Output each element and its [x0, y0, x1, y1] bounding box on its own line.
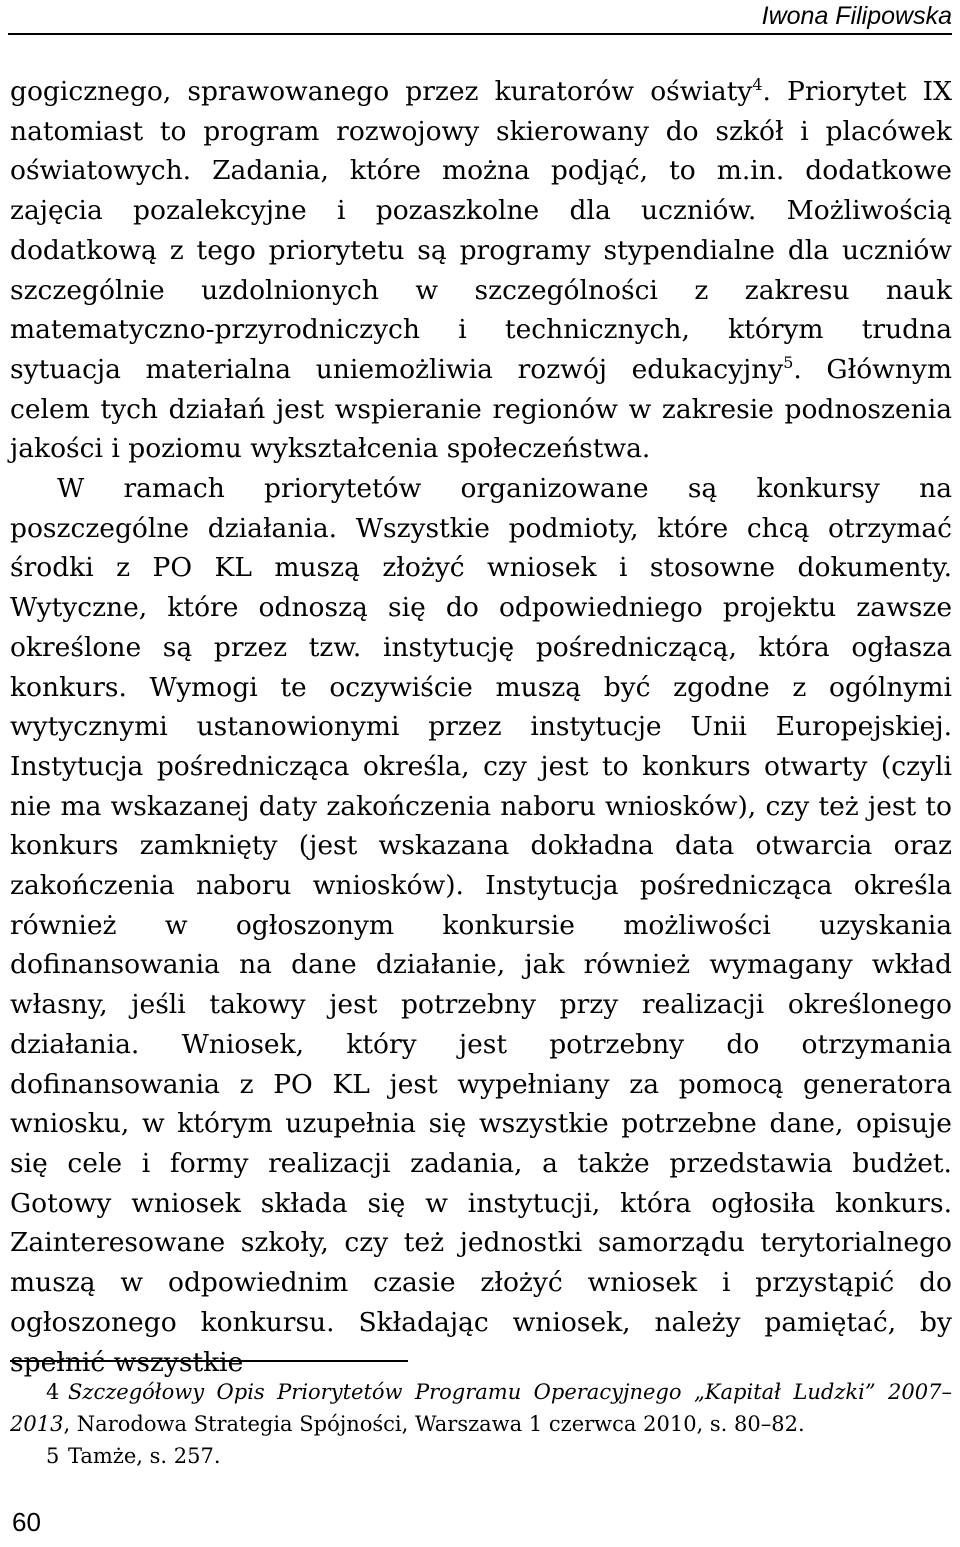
footnote-ref-5[interactable]: 5 — [783, 353, 794, 373]
paragraph-1-part-a: gogicznego, sprawowanego przez kuratorów oświaty — [10, 76, 753, 107]
paragraph-1 — [10, 72, 952, 469]
running-header-author: Iwona Filipowska — [761, 2, 952, 30]
page-number: 60 — [12, 1507, 41, 1537]
footnote-rule — [10, 1360, 408, 1362]
footnote-4-title: Szczegółowy Opis Priorytetów Programu Operacyjnego „Kapitał Ludzki” 2007–2013 — [10, 1380, 952, 1436]
footnote-5 — [10, 1440, 952, 1472]
footnote-ref-4[interactable]: 4 — [752, 75, 763, 95]
paragraph-2: W ramach priorytetów organizowane są konkursy na poszczególne działania. Wszystkie podmioty, które chcą otrzymać środki z PO KL muszą złożyć wniosek i stosowne dokumenty. Wytyczne, które odnoszą się do odpowiedniego projektu zawsze określone są przez tzw. instytucję pośredniczącą, która ogłasza konkurs. Wymogi te oczywiście muszą być zgodne z ogólnymi wytycznymi ustanowionymi przez instytucje Unii Europejskiej. Instytucja pośrednicząca określa, czy jest to konkurs otwarty (czyli nie ma wskazanej daty zakończenia naboru wniosków), czy też jest to konkurs zamknięty (jest wskazana dokładna data otwarcia oraz zakończenia naboru wniosków). Instytucja pośrednicząca określa również w ogłoszonym konkursie możliwości uzyskania dofinansowania na dane działanie, jak również wymagany wkład własny, jeśli takowy jest potrzebny przy realizacji określonego działania. Wniosek, który jest potrzebny do otrzymania dofinansowania z PO KL jest wypełniany za pomocą generatora wniosku, w którym uzupełnia się wszystkie potrzebne dane, opisuje się cele i formy realizacji zadania, a także przedstawia budżet. Gotowy wniosek składa się w instytucji, która ogłosiła konkurs. Zainteresowane szkoły, czy też jednostki samorządu terytorialnego muszą w odpowiednim czasie złożyć wniosek i przystąpić do ogłoszonego konkursu. Składając wniosek, należy pamiętać, by spełnić wszystkie — [10, 473, 952, 1378]
body-text — [10, 72, 952, 1382]
footnote-4-source: , Narodowa Strategia Spójności, Warszawa 1 czerwca 2010, s. 80–82. — [63, 1412, 805, 1436]
footnote-5-text: Tamże, s. 257. — [68, 1444, 221, 1468]
footnote-5-number: 5 — [46, 1444, 60, 1468]
footnote-4 — [10, 1376, 952, 1440]
paragraph-1-part-c: . Głównym celem tych działań jest wspieranie regionów w zakresie podnoszenia jakości i poziomu wykształcenia społeczeństwa. — [10, 353, 952, 465]
header-rule — [8, 33, 952, 35]
footnotes — [10, 1376, 952, 1472]
paragraph-1-part-b: . Priorytet IX natomiast to program rozwojowy skierowany do szkół i placówek oświatowych. Zadania, które można podjąć, to m.in. dodatkowe zajęcia pozalekcyjne i pozaszkolne dla uczniów. Możliwością dodatkową z tego priorytetu są programy stypendialne dla uczniów szczególnie uzdolnionych w szczególności z zakresu nauk matematyczno-przyrodniczych i technicznych, którym trudna sytuacja materialna uniemożliwia rozwój edukacyjny — [10, 76, 952, 385]
footnote-4-number: 4 — [46, 1380, 60, 1404]
